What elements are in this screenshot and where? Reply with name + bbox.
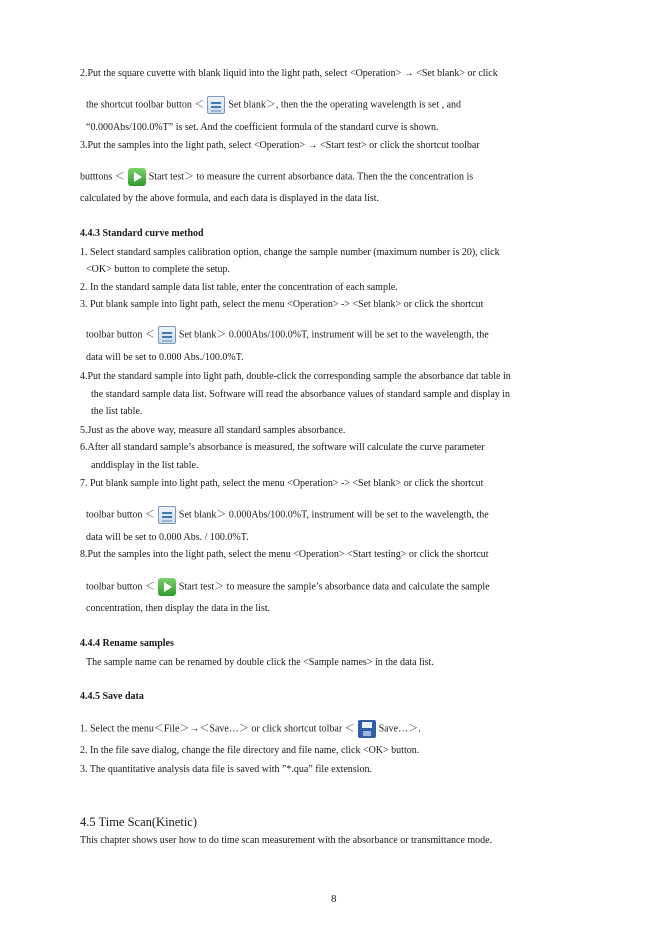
std-step7-b xyxy=(86,506,489,524)
std-step4-b: the standard sample data list. Software will read the absorbance values of standard sample and display in xyxy=(91,389,511,400)
time-scan-heading: 4.5 Time Scan(Kinetic) xyxy=(80,815,198,829)
std-step4-c: the list table. xyxy=(91,406,143,417)
std-step3-b-pre: toolbar button ＜ xyxy=(86,329,155,341)
save-icon xyxy=(358,720,376,738)
step3-line-b xyxy=(80,168,473,186)
step3-line-b-post: Start test＞ to measure the current absorbance data. Then the the concentration is xyxy=(148,171,474,183)
step3-line-b-pre: butttons ＜ xyxy=(80,171,125,183)
std-step1-b: <OK> button to complete the setup. xyxy=(86,264,231,275)
set-blank-icon xyxy=(158,506,176,524)
page-number: 8 xyxy=(331,893,337,905)
std-step6-b: anddisplay in the list table. xyxy=(91,460,199,471)
std-step8-b-post: Start test＞ to measure the sample’s absorbance data and calculate the sample xyxy=(178,581,490,593)
std-step8-a: 8.Put the samples into the light path, select the menu <Operation> <Start testing> or click the shortcut xyxy=(80,549,489,560)
step2-line-a: 2.Put the square cuvette with blank liquid into the light path, select <Operation> → <Set blank> or click xyxy=(80,68,498,79)
rename-samples-text: The sample name can be renamed by double click the <Sample names> in the data list. xyxy=(86,657,434,668)
std-step7-c: data will be set to 0.000 Abs. / 100.0%T. xyxy=(86,532,249,543)
save-step3: 3. The quantitative analysis data file is saved with ”*.qua” file extension. xyxy=(80,764,372,775)
std-step5: 5.Just as the above way, measure all standard samples absorbance. xyxy=(80,425,346,436)
rename-samples-heading: 4.4.4 Rename samples xyxy=(80,638,174,649)
start-test-icon xyxy=(158,578,176,596)
set-blank-icon xyxy=(158,326,176,344)
save-data-heading: 4.4.5 Save data xyxy=(80,691,144,702)
start-test-icon xyxy=(128,168,146,186)
std-step8-b xyxy=(86,578,490,596)
std-step3-a: 3. Put blank sample into light path, select the menu <Operation> -> <Set blank> or click the shortcut xyxy=(80,299,484,310)
set-blank-icon xyxy=(207,96,225,114)
std-step2: 2. In the standard sample data list table, enter the concentration of each sample. xyxy=(80,282,398,293)
step2-line-b xyxy=(86,96,461,114)
save-step1 xyxy=(80,720,421,738)
standard-curve-heading: 4.4.3 Standard curve method xyxy=(80,228,204,239)
std-step3-c: data will be set to 0.000 Abs./100.0%T. xyxy=(86,352,244,363)
save-step2: 2. In the file save dialog, change the file directory and file name, click <OK> button. xyxy=(80,745,420,756)
step2-line-c: “0.000Abs/100.0%T” is set. And the coefficient formula of the standard curve is shown. xyxy=(86,122,439,133)
std-step8-c: concentration, then display the data in the list. xyxy=(86,603,271,614)
std-step1-a: 1. Select standard samples calibration option, change the sample number (maximum number is 20), click xyxy=(80,247,500,258)
std-step3-b xyxy=(86,326,489,344)
std-step6-a: 6.After all standard sample’s absorbance is measured, the software will calculate the curve parameter xyxy=(80,442,485,453)
save-step1-post: Save…＞. xyxy=(378,723,421,735)
std-step7-b-post: Set blank＞ 0.000Abs/100.0%T, instrument will be set to the wavelength, the xyxy=(178,509,489,521)
step3-line-c: calculated by the above formula, and each data is displayed in the data list. xyxy=(80,193,380,204)
step3-line-a: 3.Put the samples into the light path, select <Operation> → <Start test> or click the shortcut toolbar xyxy=(80,140,480,151)
time-scan-text: This chapter shows user how to do time scan measurement with the absorbance or transmittance mode. xyxy=(80,835,493,846)
step2-line-b-post: Set blank＞, then the the operating wavelength is set , and xyxy=(228,99,462,111)
step2-line-b-pre: the shortcut toolbar button ＜ xyxy=(86,99,205,111)
std-step7-a: 7. Put blank sample into light path, select the menu <Operation> -> <Set blank> or click the shortcut xyxy=(80,478,484,489)
std-step3-b-post: Set blank＞ 0.000Abs/100.0%T, instrument will be set to the wavelength, the xyxy=(178,329,489,341)
std-step7-b-pre: toolbar button ＜ xyxy=(86,509,155,521)
save-step1-pre: 1. Select the menu＜File＞→＜Save…＞ or click shortcut tolbar ＜ xyxy=(80,723,355,735)
std-step8-b-pre: toolbar button ＜ xyxy=(86,581,155,593)
std-step4-a: 4.Put the standard sample into light path, double-click the corresponding sample the absorbance dat table in xyxy=(80,371,511,382)
